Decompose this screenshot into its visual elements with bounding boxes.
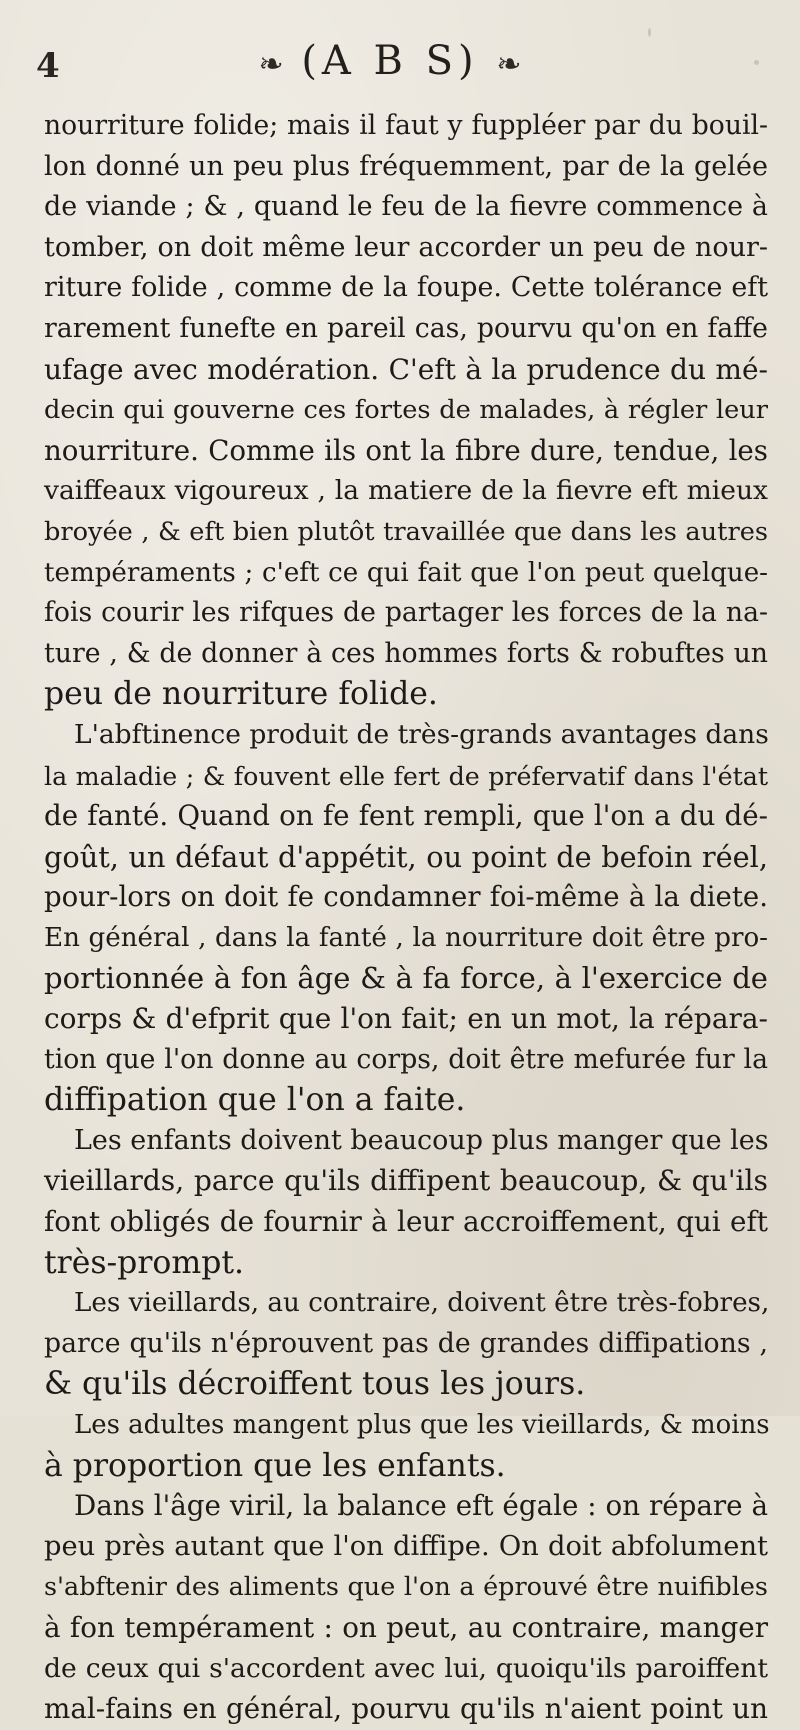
text-line: decin qui gouverne ces fortes de malades, à régler leur bbox=[44, 395, 768, 426]
text-line: nourriture folide; mais il faut y fuppléer par du bouil- bbox=[44, 110, 768, 141]
text-line: tempéraments ; c'eft ce qui fait que l'on peut quelque- bbox=[44, 557, 768, 588]
text-line: mal-fains en général, pourvu qu'ils n'aient point un bbox=[44, 1692, 768, 1726]
text-line: vaiffeaux vigoureux , la matiere de la fievre eft mieux bbox=[44, 475, 768, 507]
text-line: En général , dans la fanté , la nourriture doit être pro- bbox=[44, 922, 768, 953]
paragraph-start-line: Les enfants doivent beaucoup plus manger que les bbox=[74, 1124, 769, 1156]
fleuron-left-icon: ❧ bbox=[258, 47, 284, 82]
fleuron-right-icon: ❧ bbox=[496, 47, 522, 82]
text-line: nourriture. Comme ils ont la fibre dure, tendue, les bbox=[44, 433, 768, 467]
text-line: & qu'ils décroiffent tous les jours. bbox=[44, 1366, 586, 1403]
paragraph-start-line: L'abftinence produit de très-grands avantages dans bbox=[74, 718, 769, 750]
text-line: à proportion que les enfants. bbox=[44, 1447, 506, 1484]
text-line: pour-lors on doit fe condamner foi-même à la diete. bbox=[44, 880, 768, 914]
text-line: ture , & de donner à ces hommes forts & robuftes un bbox=[44, 637, 768, 669]
text-line: la maladie ; & fouvent elle fert de préfervatif dans l'état bbox=[44, 760, 768, 791]
text-line: s'abftenir des aliments que l'on a éprouvé être nuifibles bbox=[44, 1572, 768, 1603]
paragraph-start-line: Les vieillards, au contraire, doivent être très-fobres, bbox=[74, 1288, 770, 1319]
text-line: à fon tempérament : on peut, au contraire, manger bbox=[44, 1610, 768, 1644]
paragraph-start-line: Les adultes mangent plus que les vieillards, & moins bbox=[74, 1410, 770, 1440]
page-header bbox=[0, 36, 800, 96]
text-line: fois courir les rifques de partager les forces de la na- bbox=[44, 597, 768, 629]
text-line: parce qu'ils n'éprouvent pas de grandes diffipations , bbox=[44, 1327, 768, 1359]
text-line: corps & d'efprit que l'on fait; en un mot, la répara- bbox=[44, 1002, 768, 1036]
text-line: peu près autant que l'on diffipe. On doit abfolument bbox=[44, 1530, 768, 1562]
text-line: rarement funefte en pareil cas, pourvu qu'on en faffe bbox=[44, 312, 768, 344]
text-line: broyée , & eft bien plutôt travaillée que dans les autres bbox=[44, 516, 768, 547]
text-line: peu de nourriture folide. bbox=[44, 676, 438, 713]
text-line: ufage avec modération. C'eft à la prudence du mé- bbox=[44, 352, 768, 386]
running-head-title: (A B S) bbox=[301, 38, 479, 84]
text-line: portionnée à fon âge & à fa force, à l'exercice de bbox=[44, 961, 768, 996]
text-line: de fanté. Quand on fe fent rempli, que l'on a du dé- bbox=[44, 799, 768, 833]
scan-speck bbox=[648, 28, 651, 37]
text-line: de ceux qui s'accordent avec lui, quoiqu'ils paroiffent bbox=[44, 1652, 768, 1684]
text-line: de viande ; & , quand le feu de la fievre commence à bbox=[44, 191, 768, 223]
text-line: riture folide , comme de la foupe. Cette tolérance eft bbox=[44, 272, 768, 304]
text-line: vieillards, parce qu'ils diffipent beaucoup, & qu'ils bbox=[44, 1164, 768, 1198]
text-line: tion que l'on donne au corps, doit être mefurée fur la bbox=[44, 1043, 768, 1075]
scan-speck bbox=[258, 1338, 261, 1348]
page-number: 4 bbox=[36, 46, 60, 86]
paragraph-start-line: Dans l'âge viril, la balance eft égale : on répare à bbox=[74, 1489, 768, 1523]
text-line: lon donné un peu plus fréquemment, par de la gelée bbox=[44, 150, 768, 182]
text-line: font obligés de fournir à leur accroiffement, qui eft bbox=[44, 1205, 768, 1239]
text-line: tomber, on doit même leur accorder un peu de nour- bbox=[44, 231, 768, 263]
scan-speck bbox=[754, 60, 759, 65]
text-line: goût, un défaut d'appétit, ou point de befoin réel, bbox=[44, 839, 768, 874]
running-head bbox=[240, 38, 540, 84]
text-line: très-prompt. bbox=[44, 1244, 245, 1281]
text-line: diffipation que l'on a faite. bbox=[44, 1082, 466, 1119]
body-text bbox=[44, 106, 768, 1730]
